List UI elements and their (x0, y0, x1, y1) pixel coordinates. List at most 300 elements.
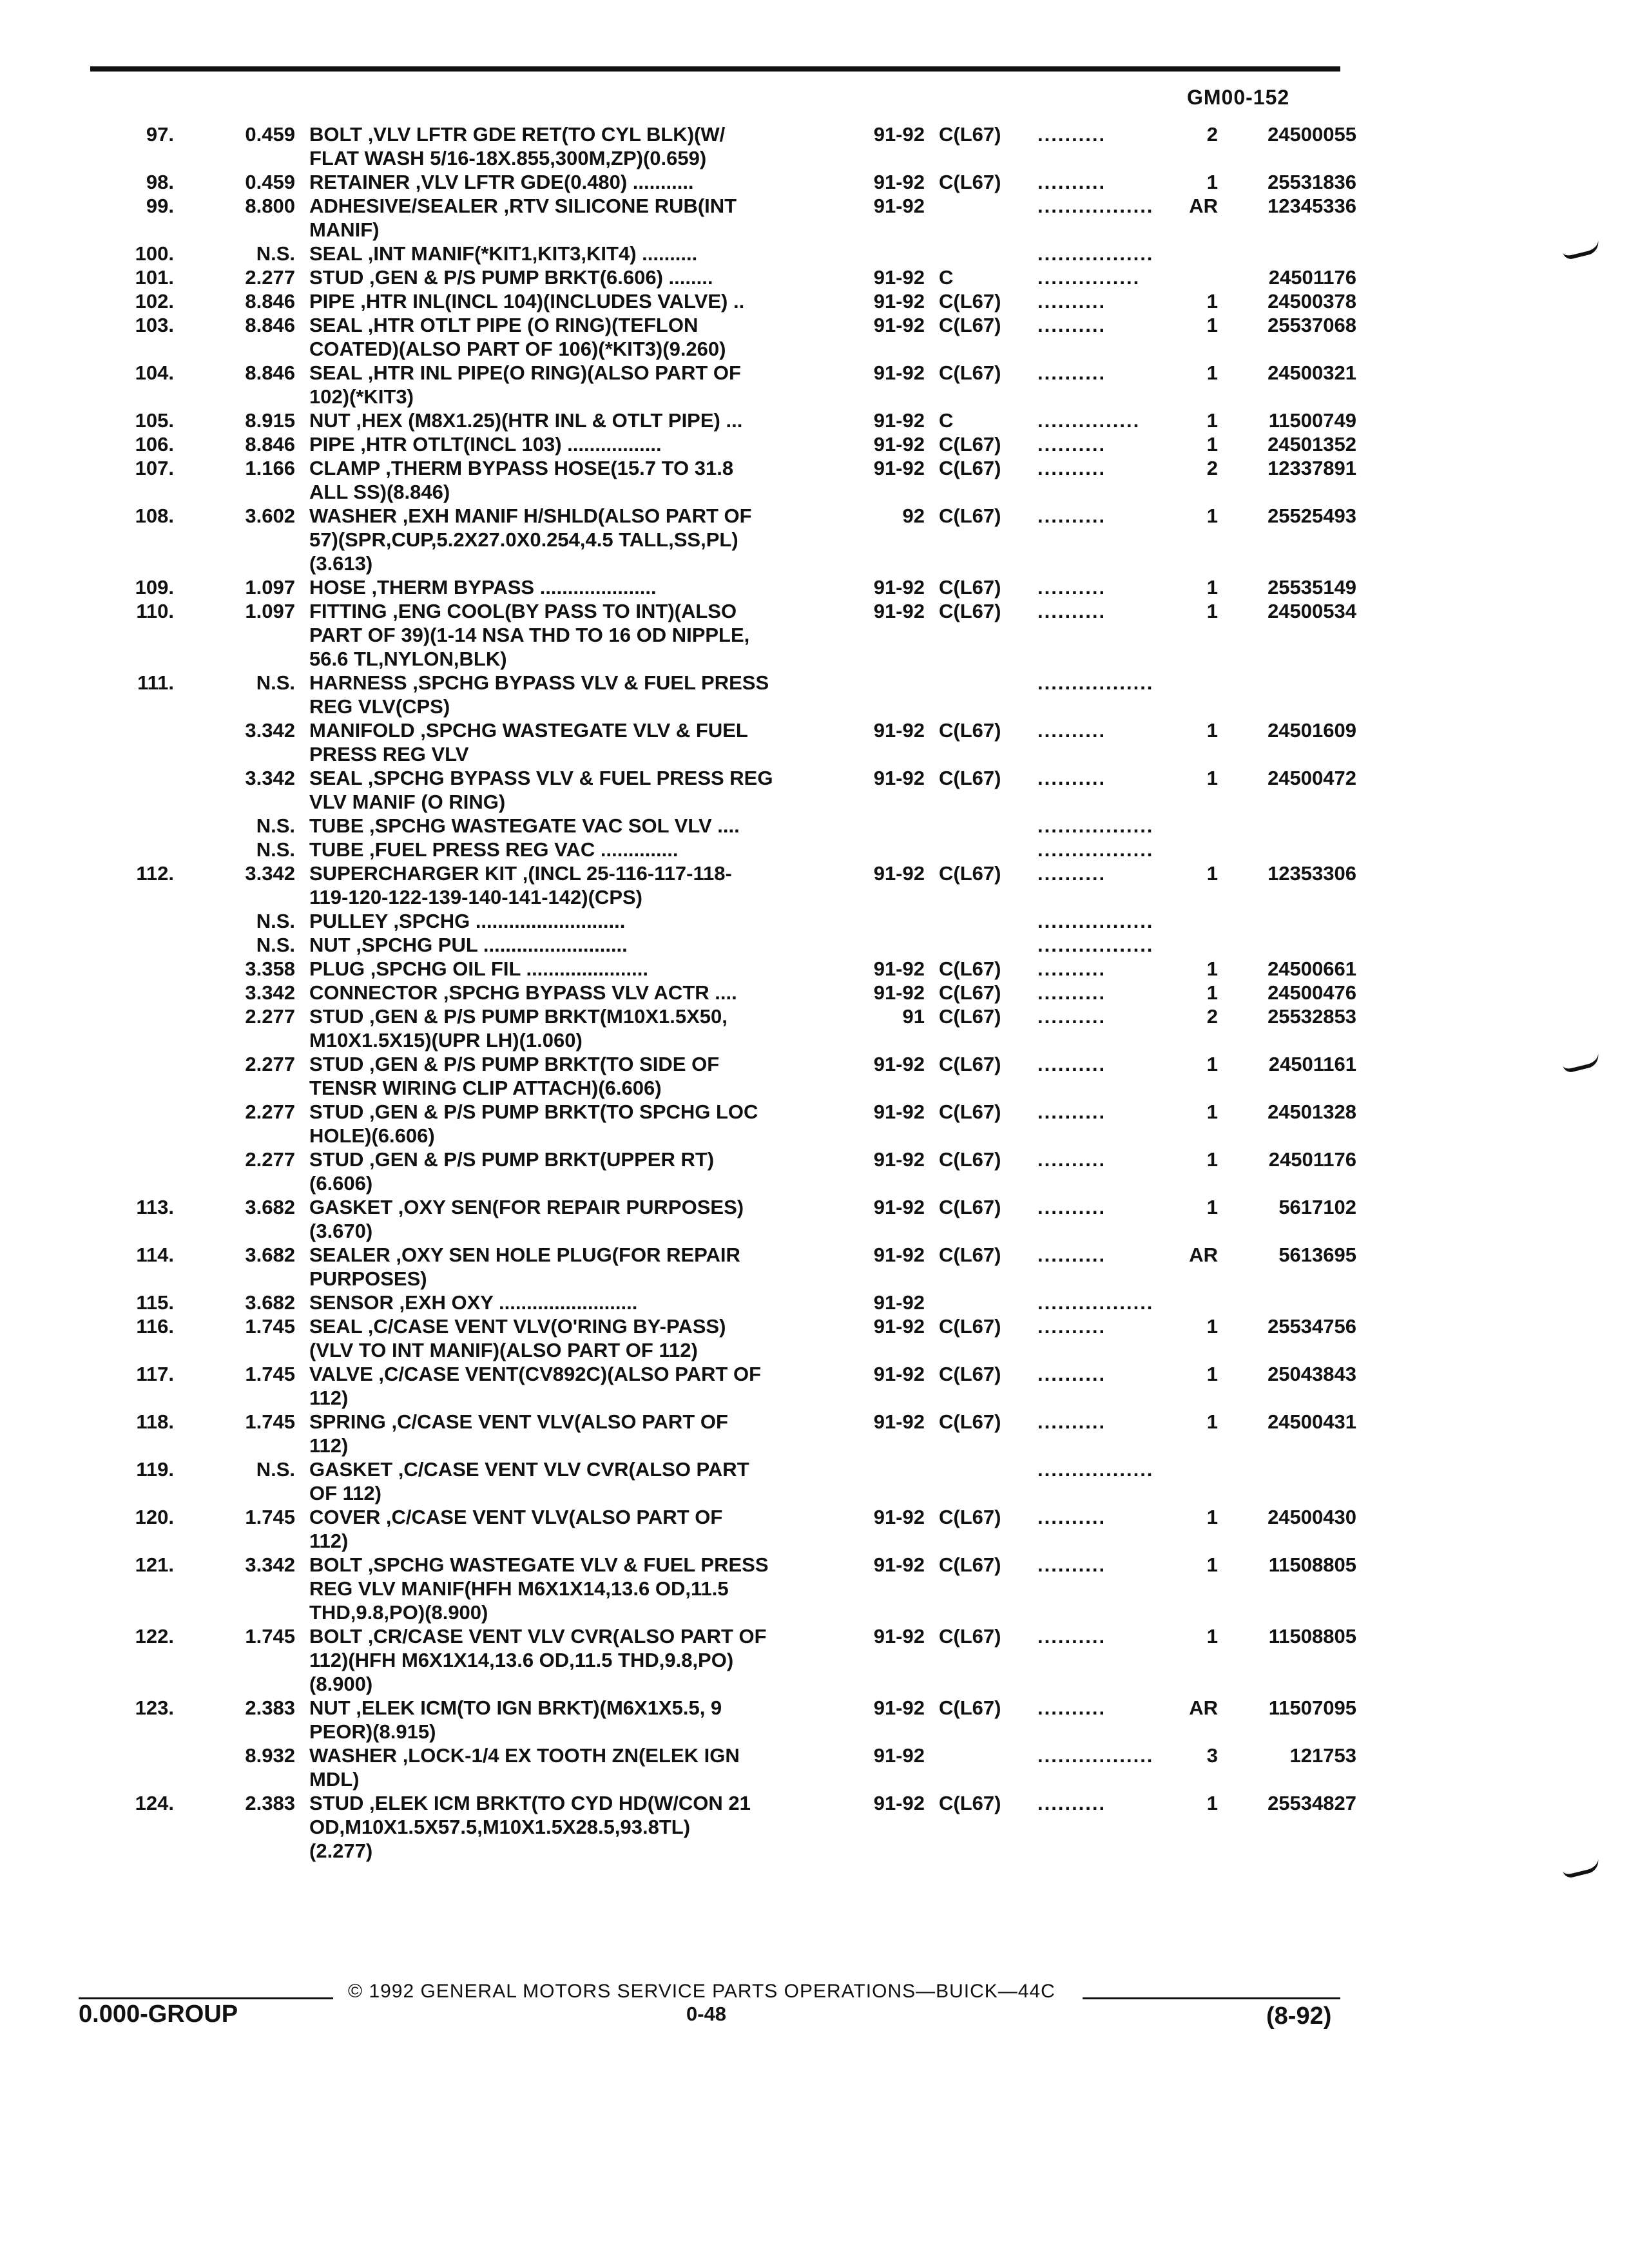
group-number: 3.602 (245, 505, 295, 527)
part-name: STUD (309, 1148, 364, 1171)
model-years: 91-92 (873, 576, 925, 599)
part-detail-continued: (3.670) (309, 1220, 373, 1242)
item-number: 123. (135, 1696, 174, 1719)
part-name: BOLT (309, 1553, 363, 1576)
item-number: 117. (136, 1363, 174, 1385)
part-detail: ,GEN & P/S PUMP BRKT(TO SPCHG LOC (363, 1100, 758, 1123)
item-number: 119. (136, 1458, 174, 1481)
part-number: 24500472 (1268, 767, 1356, 789)
part-detail-continued: 57)(SPR,CUP,5.2X27.0X0.254,4.5 TALL,SS,PL) (309, 528, 738, 551)
margin-mark (1561, 1858, 1601, 1879)
model-years: 91-92 (873, 957, 925, 980)
quantity: 1 (1206, 1100, 1218, 1123)
part-detail-continued: MDL) (309, 1768, 360, 1791)
group-number: 8.846 (245, 290, 295, 312)
quantity: 2 (1206, 457, 1218, 479)
model-code: C(L67) (939, 1363, 1001, 1385)
group-number: 1.166 (245, 457, 295, 479)
table-row (97, 1148, 1356, 1196)
table-row (97, 171, 1356, 195)
group-number: 1.745 (245, 1363, 295, 1385)
model-code: C(L67) (939, 505, 1001, 527)
model-code: C(L67) (939, 767, 1001, 789)
part-name: TUBE (309, 814, 364, 837)
model-code: C(L67) (939, 1005, 1001, 1028)
group-label: 0.000-GROUP (79, 2001, 238, 2028)
part-name: SENSOR (309, 1291, 394, 1314)
part-name: HOSE (309, 576, 366, 599)
part-description (309, 958, 648, 980)
group-number: 3.342 (245, 1553, 295, 1576)
model-code: C (939, 266, 954, 289)
group-number: N.S. (256, 910, 295, 932)
part-detail: ,VLV LFTR GDE(0.480) ........... (410, 171, 694, 193)
part-number: 24500430 (1268, 1506, 1356, 1528)
group-number: 2.277 (245, 266, 295, 289)
part-name: NUT (309, 934, 351, 956)
quantity: 1 (1206, 600, 1218, 622)
model-code: C(L67) (939, 361, 1001, 384)
item-number: 99. (146, 195, 174, 217)
quantity: 3 (1206, 1744, 1218, 1767)
group-number: 2.277 (245, 1053, 295, 1075)
quantity: 1 (1206, 957, 1218, 980)
part-description (309, 1506, 722, 1552)
table-row (97, 361, 1356, 410)
part-name: NUT (309, 409, 351, 432)
table-row (97, 505, 1356, 577)
part-detail-continued: 112) (309, 1387, 349, 1409)
part-detail: ,SPCHG PUL .......................... (350, 934, 628, 956)
part-name: MANIFOLD (309, 719, 415, 742)
table-row (97, 957, 1356, 982)
part-description (309, 171, 694, 193)
quantity: 1 (1206, 409, 1218, 432)
table-row (97, 195, 1356, 243)
model-code: C(L67) (939, 314, 1001, 336)
part-description (309, 362, 741, 408)
part-name: PLUG (309, 957, 365, 980)
part-detail: ,GEN & P/S PUMP BRKT(TO SIDE OF (363, 1053, 720, 1075)
part-detail-continued: (VLV TO INT MANIF)(ALSO PART OF 112) (309, 1339, 698, 1361)
table-row (97, 1506, 1356, 1554)
model-years: 91-92 (873, 862, 925, 885)
part-detail: ,GEN & P/S PUMP BRKT(6.606) ........ (363, 266, 713, 289)
model-code: C(L67) (939, 1696, 1001, 1719)
model-code: C(L67) (939, 981, 1001, 1004)
group-number: 1.745 (245, 1410, 295, 1433)
part-number: 5613695 (1278, 1244, 1356, 1266)
group-number: 0.459 (245, 171, 295, 193)
part-number: 24500534 (1268, 600, 1356, 622)
part-name: STUD (309, 1005, 364, 1028)
part-detail: ,SPCHG BYPASS VLV & FUEL PRESS (407, 671, 769, 694)
part-name: WASHER (309, 1744, 398, 1767)
part-name: STUD (309, 266, 364, 289)
part-number: 25532853 (1268, 1005, 1356, 1028)
table-row (97, 1315, 1356, 1363)
table-row (97, 290, 1356, 314)
dot-leader: ................. (1037, 838, 1154, 861)
part-name: GASKET (309, 1196, 393, 1218)
table-row (97, 1410, 1356, 1459)
dot-leader: .......... (1037, 1792, 1106, 1814)
part-name: BOLT (309, 123, 363, 146)
part-detail-continued: OF 112) (309, 1482, 381, 1504)
revision-date: (8-92) (1266, 2003, 1332, 2030)
item-number: 110. (136, 600, 174, 622)
part-number: 24500476 (1268, 981, 1356, 1004)
model-code: C(L67) (939, 1625, 1001, 1648)
part-number: 25534827 (1268, 1792, 1356, 1814)
dot-leader: .......... (1037, 981, 1106, 1004)
part-detail: ,ENG COOL(BY PASS TO INT)(ALSO (387, 600, 737, 622)
table-row (97, 409, 1356, 434)
part-description (309, 291, 744, 312)
table-row (97, 457, 1356, 505)
dot-leader: .......... (1037, 1100, 1106, 1123)
part-detail-continued: PART OF 39)(1-14 NSA THD TO 16 OD NIPPLE, (309, 624, 750, 646)
quantity: 1 (1206, 314, 1218, 336)
group-number: 3.682 (245, 1244, 295, 1266)
part-description (309, 672, 769, 718)
dot-leader: .......... (1037, 576, 1106, 599)
group-number: 3.342 (245, 767, 295, 789)
item-number: 111. (137, 671, 174, 694)
part-name: CLAMP (309, 457, 380, 479)
part-name: VALVE (309, 1363, 373, 1385)
table-row (97, 839, 1347, 863)
quantity: 1 (1206, 1506, 1218, 1528)
part-description (309, 1626, 767, 1695)
group-number: 8.800 (245, 195, 295, 217)
part-detail-continued: 112) (309, 1434, 349, 1457)
part-detail-continued: THD,9.8,PO)(8.900) (309, 1601, 488, 1624)
part-detail-continued: 112) (309, 1530, 349, 1552)
dot-leader: ................. (1037, 1744, 1154, 1767)
model-code: C(L67) (939, 1506, 1001, 1528)
model-code: C(L67) (939, 1315, 1001, 1338)
item-number: 120. (135, 1506, 174, 1528)
part-detail: ,ELEK ICM(TO IGN BRKT)(M6X1X5.5, 9 (350, 1696, 722, 1719)
part-name: FITTING (309, 600, 387, 622)
model-years: 91-92 (873, 1410, 925, 1433)
group-number: N.S. (256, 838, 295, 861)
part-detail-continued: 119-120-122-139-140-141-142)(CPS) (309, 886, 642, 908)
part-detail: ,OXY SEN(FOR REPAIR PURPOSES) (392, 1196, 744, 1218)
part-description (309, 1053, 719, 1099)
part-detail-continued: PEOR)(8.915) (309, 1720, 436, 1743)
model-code: C(L67) (939, 576, 1001, 599)
margin-mark (1561, 1052, 1601, 1073)
part-description (309, 1363, 761, 1409)
part-description (309, 1411, 728, 1457)
item-number: 104. (135, 361, 174, 384)
dot-leader: .......... (1037, 505, 1106, 527)
part-detail-continued: 112)(HFH M6X1X14,13.6 OD,11.5 THD,9.8,PO) (309, 1649, 734, 1671)
model-code: C(L67) (939, 433, 1001, 456)
part-detail: ,THERM BYPASS HOSE(15.7 TO 31.8 (380, 457, 734, 479)
quantity: 2 (1206, 123, 1218, 146)
model-years: 91-92 (873, 1244, 925, 1266)
table-row (97, 243, 1347, 267)
part-detail: ,INT MANIF(*KIT1,KIT3,KIT4) .......... (362, 242, 698, 265)
part-name: WASHER (309, 505, 398, 527)
item-number: 107. (135, 457, 174, 479)
part-number: 25531836 (1268, 171, 1356, 193)
table-row (97, 433, 1356, 457)
part-name: STUD (309, 1100, 364, 1123)
part-description (309, 767, 773, 813)
part-detail-continued: (6.606) (309, 1172, 373, 1195)
quantity: 1 (1206, 361, 1218, 384)
group-number: 8.846 (245, 314, 295, 336)
part-detail: ,EXH MANIF H/SHLD(ALSO PART OF (397, 505, 752, 527)
model-code: C(L67) (939, 1244, 1001, 1266)
group-number: 2.383 (245, 1696, 295, 1719)
model-years: 91-92 (873, 1363, 925, 1385)
part-description (309, 815, 740, 837)
part-number: 24501161 (1268, 1053, 1356, 1075)
part-name: COVER (309, 1506, 381, 1528)
group-number: 1.745 (245, 1315, 295, 1338)
group-number: 1.097 (245, 576, 295, 599)
part-number: 11508805 (1268, 1625, 1356, 1648)
part-number: 12337891 (1268, 457, 1356, 479)
part-description (309, 1459, 749, 1504)
model-years: 91-92 (873, 361, 925, 384)
part-description (309, 267, 713, 289)
table-row (97, 981, 1356, 1006)
dot-leader: .......... (1037, 719, 1106, 742)
part-name: RETAINER (309, 171, 410, 193)
part-description (309, 434, 662, 456)
model-years: 91-92 (873, 600, 925, 622)
catalog-code: GM00-152 (1187, 86, 1290, 109)
dot-leader: ................. (1037, 1458, 1154, 1481)
item-number: 116. (136, 1315, 174, 1338)
part-number: 24500431 (1268, 1410, 1356, 1433)
model-years: 91-92 (873, 1100, 925, 1123)
model-years: 91-92 (873, 1315, 925, 1338)
quantity: 1 (1206, 1410, 1218, 1433)
part-number: 25537068 (1268, 314, 1356, 336)
top-rule (90, 66, 1340, 72)
part-description (309, 124, 725, 169)
part-detail-continued: (8.900) (309, 1673, 373, 1695)
part-detail: ,C/CASE VENT(CV892C)(ALSO PART OF (372, 1363, 762, 1385)
group-number: 2.277 (245, 1100, 295, 1123)
table-row (97, 1744, 1356, 1792)
part-detail: ,HTR OTLT(INCL 103) ................. (354, 433, 662, 456)
part-description (309, 457, 733, 503)
part-number: 24500055 (1268, 123, 1356, 146)
item-number: 97. (146, 123, 174, 146)
part-detail-continued: HOLE)(6.606) (309, 1124, 435, 1147)
dot-leader: .......... (1037, 1363, 1106, 1385)
part-detail: ,SPCHG BYPASS VLV & FUEL PRESS REG (362, 767, 773, 789)
part-detail: ,SPCHG BYPASS VLV ACTR .... (438, 981, 737, 1004)
part-detail: ,HEX (M8X1.25)(HTR INL & OTLT PIPE) ... (350, 409, 743, 432)
dot-leader: ................. (1037, 910, 1154, 932)
model-code: C(L67) (939, 457, 1001, 479)
model-code: C(L67) (939, 957, 1001, 980)
part-number: 12345336 (1268, 195, 1356, 217)
part-detail-continued: 56.6 TL,NYLON,BLK) (309, 648, 507, 670)
quantity: 1 (1206, 1792, 1218, 1814)
part-detail: ,GEN & P/S PUMP BRKT(UPPER RT) (363, 1148, 715, 1171)
copyright-notice: © 1992 GENERAL MOTORS SERVICE PARTS OPERATIONS—BUICK—44C (348, 1981, 1055, 2002)
model-years: 91-92 (873, 767, 925, 789)
group-number: 1.097 (245, 600, 295, 622)
item-number: 100. (135, 242, 174, 265)
part-description (309, 1292, 637, 1314)
part-detail: ,CR/CASE VENT VLV CVR(ALSO PART OF (362, 1625, 767, 1648)
part-description (309, 720, 748, 765)
part-description (309, 863, 732, 908)
part-detail: ,HTR INL(INCL 104)(INCLUDES VALVE) .. (354, 290, 745, 312)
item-number: 114. (136, 1244, 174, 1266)
part-detail: ,SPCHG WASTEGATE VLV & FUEL PRESS (362, 1553, 769, 1576)
model-code: C(L67) (939, 1100, 1001, 1123)
dot-leader: ................. (1037, 1291, 1154, 1314)
part-name: NUT (309, 1696, 351, 1719)
part-description (309, 1196, 744, 1242)
quantity: AR (1189, 195, 1218, 217)
table-row (97, 266, 1356, 291)
part-description (309, 195, 737, 241)
dot-leader: ................. (1037, 195, 1154, 217)
page-number: 0-48 (686, 2003, 727, 2025)
part-number: 24501609 (1268, 719, 1356, 742)
item-number: 103. (135, 314, 174, 336)
part-detail: ,SPCHG WASTEGATE VAC SOL VLV .... (363, 814, 740, 837)
part-number: 24501352 (1268, 433, 1356, 456)
part-number: 25534756 (1268, 1315, 1356, 1338)
table-row (97, 1363, 1356, 1411)
part-detail-continued: ALL SS)(8.846) (309, 481, 450, 503)
model-code: C(L67) (939, 1053, 1001, 1075)
group-number: 1.745 (245, 1506, 295, 1528)
part-detail: ,THERM BYPASS ..................... (365, 576, 657, 599)
group-number: 2.277 (245, 1005, 295, 1028)
dot-leader: .......... (1037, 957, 1106, 980)
part-number: 25043843 (1268, 1363, 1356, 1385)
part-number: 11500749 (1268, 409, 1356, 432)
group-number: 3.342 (245, 981, 295, 1004)
quantity: 1 (1206, 171, 1218, 193)
item-number: 106. (135, 433, 174, 456)
dot-leader: .......... (1037, 361, 1106, 384)
item-number: 113. (136, 1196, 174, 1218)
model-code: C (939, 409, 954, 432)
table-row (97, 934, 1347, 958)
quantity: 1 (1206, 1148, 1218, 1171)
part-detail: ,(INCL 25-116-117-118- (517, 862, 732, 885)
part-description (309, 1101, 758, 1147)
quantity: 1 (1206, 981, 1218, 1004)
part-name: SEAL (309, 1315, 363, 1338)
part-detail-continued: OD,M10X1.5X57.5,M10X1.5X28.5,93.8TL) (309, 1816, 691, 1838)
item-number: 112. (136, 862, 174, 885)
part-name: SEAL (309, 361, 363, 384)
part-description (309, 982, 737, 1004)
group-number: N.S. (256, 814, 295, 837)
parts-list (97, 123, 1356, 1864)
part-detail: ,C/CASE VENT VLV(O'RING BY-PASS) (362, 1315, 726, 1338)
model-years: 91-92 (873, 195, 925, 217)
part-detail: ,FUEL PRESS REG VAC .............. (363, 838, 679, 861)
part-detail-continued: (3.613) (309, 552, 373, 575)
part-description (309, 1244, 740, 1290)
group-number: 8.846 (245, 361, 295, 384)
part-detail: ,EXH OXY ......................... (393, 1291, 638, 1314)
item-number: 122. (135, 1625, 174, 1648)
part-detail: ,C/CASE VENT VLV(ALSO PART OF (385, 1410, 728, 1433)
group-number: N.S. (256, 1458, 295, 1481)
dot-leader: .......... (1037, 290, 1106, 312)
dot-leader: .......... (1037, 1506, 1106, 1528)
dot-leader: ................. (1037, 934, 1154, 956)
part-detail: ,SPCHG ........................... (387, 910, 626, 932)
table-row (97, 1196, 1356, 1244)
part-detail-continued: (2.277) (309, 1840, 373, 1862)
table-row (97, 862, 1356, 910)
part-detail-continued: TENSR WIRING CLIP ATTACH)(6.606) (309, 1077, 662, 1099)
table-row (97, 672, 1347, 720)
part-description (309, 410, 742, 432)
part-detail: ,GEN & P/S PUMP BRKT(M10X1.5X50, (363, 1005, 728, 1028)
part-detail: ,VLV LFTR GDE RET(TO CYL BLK)(W/ (362, 123, 726, 146)
part-detail: ,LOCK-1/4 EX TOOTH ZN(ELEK IGN (397, 1744, 740, 1767)
part-detail: ,OXY SEN HOLE PLUG(FOR REPAIR (390, 1244, 740, 1266)
part-number: 25535149 (1268, 576, 1356, 599)
model-code: C(L67) (939, 1196, 1001, 1218)
model-code: C(L67) (939, 123, 1001, 146)
group-number: 3.342 (245, 719, 295, 742)
part-description (309, 1006, 728, 1052)
table-row (97, 1100, 1356, 1149)
part-description (309, 1316, 726, 1361)
model-years: 91-92 (873, 314, 925, 336)
part-detail-continued: VLV MANIF (O RING) (309, 791, 506, 813)
table-row (97, 910, 1347, 934)
part-description (309, 577, 657, 599)
quantity: 1 (1206, 576, 1218, 599)
part-detail: ,ELEK ICM BRKT(TO CYD HD(W/CON 21 (363, 1792, 751, 1814)
part-number: 24501176 (1268, 1148, 1356, 1171)
model-years: 91-92 (873, 123, 925, 146)
part-name: SEAL (309, 242, 363, 265)
item-number: 121. (135, 1553, 174, 1576)
group-number: 3.342 (245, 862, 295, 885)
group-number: N.S. (256, 934, 295, 956)
dot-leader: ............... (1037, 409, 1141, 432)
dot-leader: .......... (1037, 171, 1106, 193)
model-code: C(L67) (939, 171, 1001, 193)
dot-leader: .......... (1037, 1244, 1106, 1266)
margin-mark (1561, 239, 1601, 260)
model-code: C(L67) (939, 719, 1001, 742)
dot-leader: ................. (1037, 814, 1154, 837)
dot-leader: ................. (1037, 671, 1154, 694)
model-code: C(L67) (939, 600, 1001, 622)
part-name: STUD (309, 1792, 364, 1814)
part-number: 25525493 (1268, 505, 1356, 527)
group-number: 2.277 (245, 1148, 295, 1171)
dot-leader: .......... (1037, 1553, 1106, 1576)
part-name: BOLT (309, 1625, 363, 1648)
